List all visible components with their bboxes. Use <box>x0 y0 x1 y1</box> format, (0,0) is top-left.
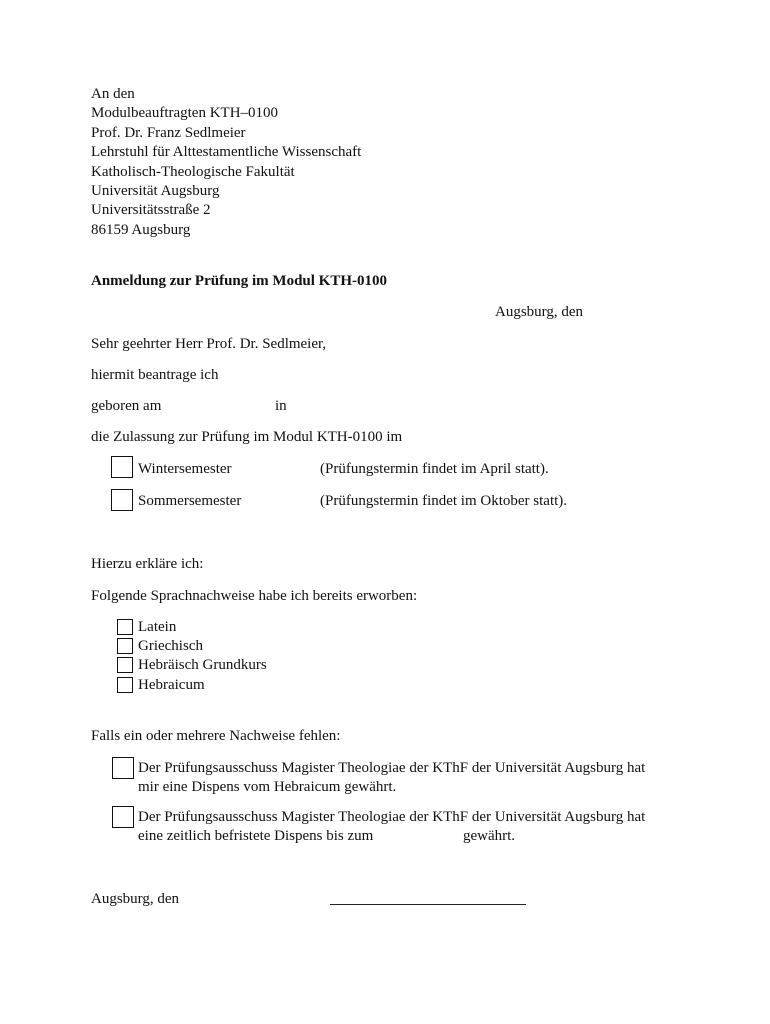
address-line: An den <box>91 86 135 102</box>
wintersemester-label: Wintersemester <box>138 461 232 477</box>
address-line: Universität Augsburg <box>91 182 220 199</box>
address-line: Modulbeauftragten KTH–0100 <box>91 105 279 122</box>
hebraicum-checkbox[interactable] <box>117 677 133 693</box>
language-label: Hebräisch Grundkurs <box>138 657 267 673</box>
request-intro: hiermit beantrage ich <box>91 367 219 383</box>
language-label: Hebraicum <box>138 677 205 693</box>
admission-text: die Zulassung zur Prüfung im Modul KTH-0100 im <box>91 429 403 445</box>
sommersemester-note: (Prüfungstermin findet im Oktober statt). <box>320 493 568 509</box>
salutation: Sehr geehrter Herr Prof. Dr. Sedlmeier, <box>91 336 327 352</box>
griechisch-checkbox[interactable] <box>117 638 133 654</box>
footer-place-date: Augsburg, den <box>91 891 180 907</box>
address-line: Katholisch-Theologische Fakultät <box>91 163 295 180</box>
wintersemester-note: (Prüfungstermin findet im April statt). <box>320 461 549 477</box>
place-date: Augsburg, den <box>495 304 584 320</box>
dispens-hebraicum-checkbox[interactable] <box>112 757 134 779</box>
dispens-limited-checkbox[interactable] <box>112 806 134 828</box>
language-label: Griechisch <box>138 638 203 654</box>
address-line: Lehrstuhl für Alttestamentliche Wissenschaft <box>91 144 362 161</box>
address-line: 86159 Augsburg <box>91 221 191 238</box>
dispens-full-text-line1: Der Prüfungsausschuss Magister Theologiae der KThF der Universität Augsburg hat <box>138 760 646 776</box>
dispens-full-text-line2: mir eine Dispens vom Hebraicum gewährt. <box>138 779 397 795</box>
sommersemester-checkbox[interactable] <box>111 489 133 511</box>
subject-heading: Anmeldung zur Prüfung im Modul KTH-0100 <box>91 273 388 289</box>
latein-checkbox[interactable] <box>117 619 133 635</box>
missing-intro: Falls ein oder mehrere Nachweise fehlen: <box>91 728 341 744</box>
signature-line <box>330 904 526 905</box>
dispens-limited-text-line1: Der Prüfungsausschuss Magister Theologiae der KThF der Universität Augsburg hat <box>138 809 646 825</box>
address-line: Prof. Dr. Franz Sedlmeier <box>91 124 246 141</box>
born-label: geboren am <box>91 398 162 414</box>
sommersemester-label: Sommersemester <box>138 493 242 509</box>
dispens-limited-text-line2: eine zeitlich befristete Dispens bis zum <box>138 828 374 844</box>
hebraeisch-grundkurs-checkbox[interactable] <box>117 657 133 673</box>
wintersemester-checkbox[interactable] <box>111 456 133 478</box>
language-label: Latein <box>138 619 177 635</box>
recipient-address <box>91 85 361 240</box>
languages-intro: Folgende Sprachnachweise habe ich bereits erworben: <box>91 588 418 604</box>
dispens-limited-text-line2-end: gewährt. <box>463 828 516 844</box>
born-place-label: in <box>275 398 287 414</box>
declare-heading: Hierzu erkläre ich: <box>91 556 204 572</box>
address-line: Universitätsstraße 2 <box>91 202 211 219</box>
